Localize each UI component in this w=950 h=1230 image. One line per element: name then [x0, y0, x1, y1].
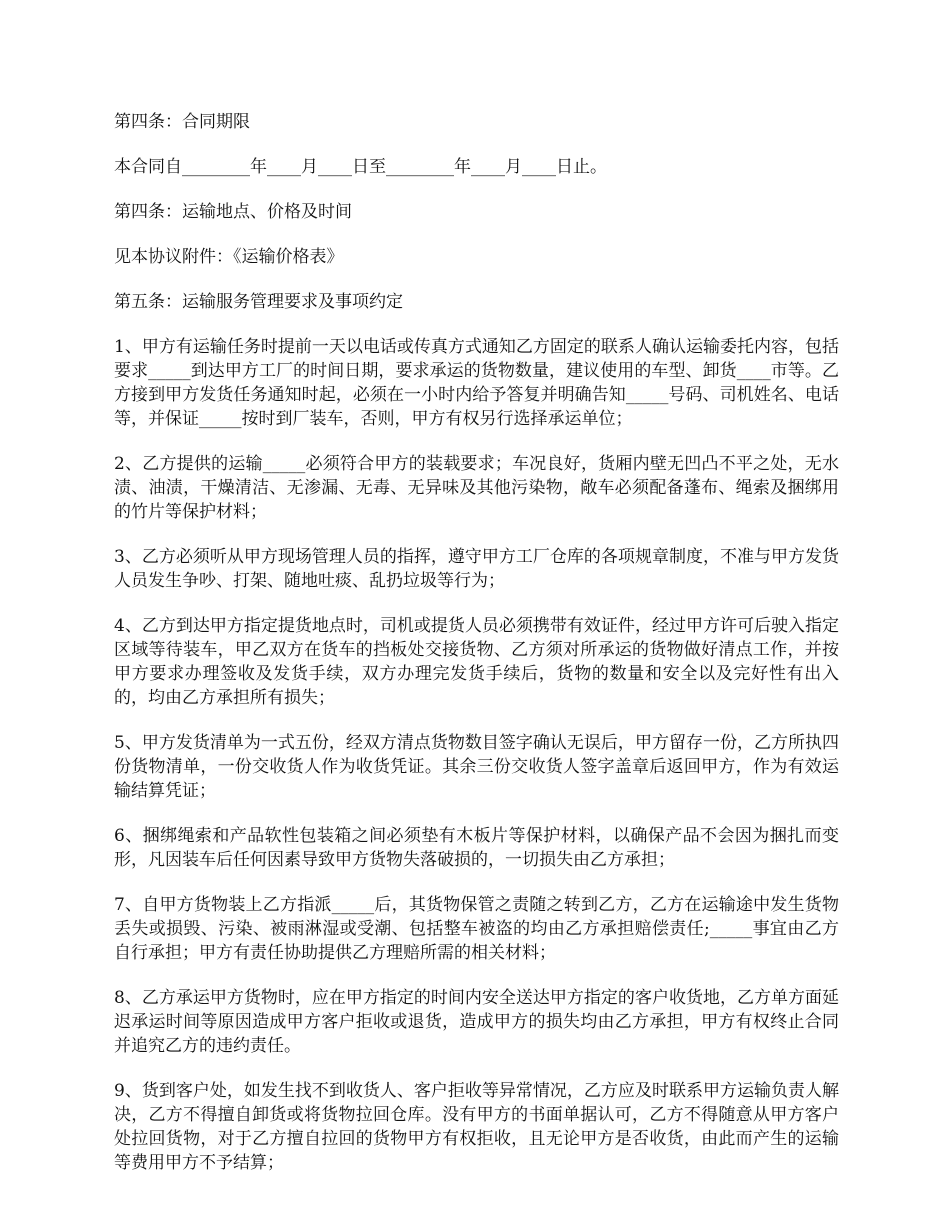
clause-4: 4、乙方到达甲方指定提货地点时，司机或提货人员必须携带有效证件，经过甲方许可后驶入指定区域等待装车，甲乙双方在货车的挡板处交接货物、乙方须对所承运的货物做好清点工作，并按甲方要求办理签收及发货手续，双方办理完发货手续后，货物的数量和安全以及完好性有出入的，均由乙方承担所有损失；	[114, 616, 839, 708]
transport-location-text: 见本协议附件：《运输价格表》	[114, 247, 344, 267]
clause-1: 1、甲方有运输任务时提前一天以电话或传真方式通知乙方固定的联系人确认运输委托内容，包括要求_____到达甲方工厂的时间日期，要求承运的货物数量，建议使用的车型、卸货____市等。乙方接到甲方发货任务通知时起，必须在一小时内给予答复并明确告知_____号码、司机姓名、电话等，并保证_____按时到厂装车，否则，甲方有权另行选择承运单位；	[114, 337, 839, 429]
contract-term-heading: 第四条：合同期限	[114, 112, 250, 132]
contract-term-text: 本合同自________年____月____日至________年____月____日止。	[114, 157, 607, 177]
service-requirements-heading: 第五条：运输服务管理要求及事项约定	[114, 292, 403, 312]
document-page	[114, 110, 839, 1196]
clause-2: 2、乙方提供的运输_____必须符合甲方的装载要求；车况良好，货厢内壁无凹凸不平之处，无水渍、油渍，干燥清洁、无渗漏、无毒、无异味及其他污染物，敞车必须配备蓬布、绳索及捆绑用的竹片等保护材料；	[114, 454, 839, 522]
transport-location-heading: 第四条：运输地点、价格及时间	[114, 202, 352, 222]
clause-9: 9、货到客户处，如发生找不到收货人、客户拒收等异常情况，乙方应及时联系甲方运输负责人解决，乙方不得擅自卸货或将货物拉回仓库。没有甲方的书面单据认可，乙方不得随意从甲方客户处拉回货物，对于乙方擅自拉回的货物甲方有权拒收，且无论甲方是否收货，由此而产生的运输等费用甲方不予结算；	[114, 1081, 839, 1173]
clause-5: 5、甲方发货清单为一式五份，经双方清点货物数目签字确认无误后，甲方留存一份，乙方所执四份货物清单，一份交收货人作为收货凭证。其余三份交收货人签字盖章后返回甲方，作为有效运输结算凭证；	[114, 733, 839, 801]
clause-7: 7、自甲方货物装上乙方指派_____后，其货物保管之责随之转到乙方，乙方在运输途中发生货物丢失或损毁、污染、被雨淋湿或受潮、包括整车被盗的均由乙方承担赔偿责任;_____事宜由乙方自行承担；甲方有责任协助提供乙方理赔所需的相关材料；	[114, 895, 839, 963]
clause-6: 6、捆绑绳索和产品软性包装箱之间必须垫有木板片等保护材料，以确保产品不会因为捆扎而变形，凡因装车后任何因素导致甲方货物失落破损的，一切损失由乙方承担；	[114, 826, 839, 870]
clause-3: 3、乙方必须听从甲方现场管理人员的指挥，遵守甲方工厂仓库的各项规章制度，不准与甲方发货人员发生争吵、打架、随地吐痰、乱扔垃圾等行为；	[114, 547, 839, 591]
clause-8: 8、乙方承运甲方货物时，应在甲方指定的时间内安全送达甲方指定的客户收货地，乙方单方面延迟承运时间等原因造成甲方客户拒收或退货，造成甲方的损失均由乙方承担，甲方有权终止合同并追究乙方的违约责任。	[114, 988, 839, 1056]
